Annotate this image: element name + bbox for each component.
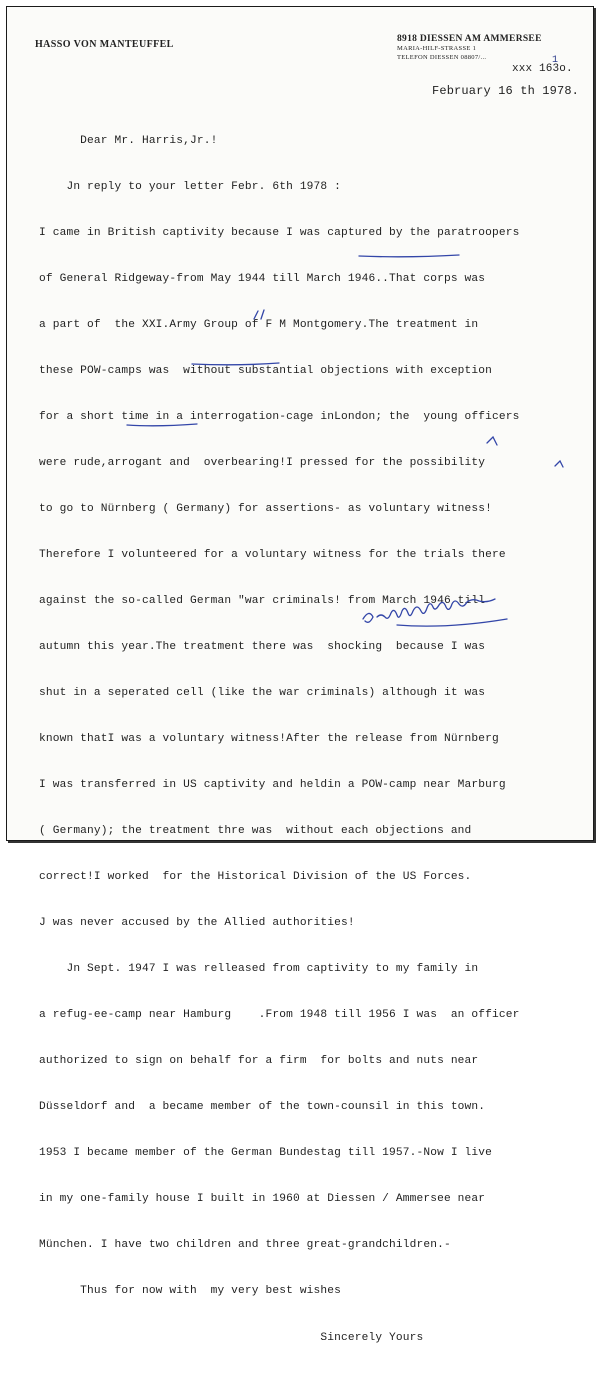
letterhead-address-line1: 8918 DIESSEN AM AMMERSEE bbox=[397, 34, 542, 44]
signature bbox=[357, 597, 527, 642]
salutation: Dear Mr. Harris,Jr.! bbox=[39, 134, 218, 147]
body-line: correct!I worked for the Historical Division of the US Forces. bbox=[39, 871, 472, 884]
body-line: Düsseldorf and a became member of the town-counsil in this town. bbox=[39, 1101, 486, 1114]
reference-mark: 1 bbox=[552, 55, 559, 66]
letter-body bbox=[39, 103, 519, 1377]
body-line: autumn this year.The treatment there was shocking because I was bbox=[39, 641, 486, 654]
body-line: known thatI was a voluntary witness!After the release from Nürnberg bbox=[39, 733, 499, 746]
letter-date: February 16 th 1978. bbox=[432, 84, 580, 98]
body-line: of General Ridgeway-from May 1944 till March 1946..That corps was bbox=[39, 272, 486, 285]
letter-page bbox=[6, 6, 594, 1344]
body-line: München. I have two children and three great-grandchildren.- bbox=[39, 1239, 451, 1252]
reference-number: xxx 163o. bbox=[512, 63, 573, 75]
body-line: Therefore I volunteered for a voluntary witness for the trials there bbox=[39, 548, 506, 561]
body-line: I came in British captivity because I was captured by the paratroopers bbox=[39, 226, 520, 239]
closing-sincerely: Sincerely Yours bbox=[39, 1331, 424, 1344]
body-line: a part of the XXI.Army Group of F M Montgomery.The treatment in bbox=[39, 318, 479, 331]
body-line: authorized to sign on behalf for a firm for bolts and nuts near bbox=[39, 1055, 479, 1068]
body-line: 1953 I became member of the German Bundestag till 1957.-Now I live bbox=[39, 1147, 492, 1160]
body-line: against the so-called German "war criminals! from March 1946 till bbox=[39, 595, 486, 607]
body-line: I was transferred in US captivity and heldin a POW-camp near Marburg bbox=[39, 779, 506, 792]
body-line: were rude,arrogant and overbearing!I pressed for the possibility bbox=[39, 456, 486, 469]
body-line: these POW-camps was without substantial objections with exception bbox=[39, 364, 492, 377]
body-line: J was never accused by the Allied authorities! bbox=[39, 917, 355, 930]
letterhead-address-line3: TELEFON DIESSEN 08807/... bbox=[397, 54, 487, 61]
letterhead-name: HASSO VON MANTEUFFEL bbox=[35, 39, 174, 50]
body-line: a refug-ee-camp near Hamburg .From 1948 till 1956 I was an officer bbox=[39, 1009, 520, 1022]
body-line: Jn Sept. 1947 I was relleased from captivity to my family in bbox=[39, 963, 479, 976]
closing: Thus for now with my very best wishes bbox=[39, 1285, 341, 1298]
body-line: ( Germany); the treatment thre was without each objections and bbox=[39, 825, 472, 838]
correction-mark bbox=[555, 461, 563, 467]
body-line: to go to Nürnberg ( Germany) for assertions- as voluntary witness! bbox=[39, 502, 492, 515]
letterhead-address-line2: MARIA-HILF-STRASSE 1 bbox=[397, 45, 477, 52]
body-line: in my one-family house I built in 1960 at Diessen / Ammersee near bbox=[39, 1193, 486, 1206]
body-line: for a short time in a interrogation-cage inLondon; the young officers bbox=[39, 410, 520, 423]
body-line: shut in a seperated cell (like the war criminals) although it was bbox=[39, 687, 486, 700]
signature-icon bbox=[357, 597, 527, 637]
letterhead-address bbox=[397, 35, 577, 62]
body-line: Jn reply to your letter Febr. 6th 1978 : bbox=[39, 180, 341, 193]
